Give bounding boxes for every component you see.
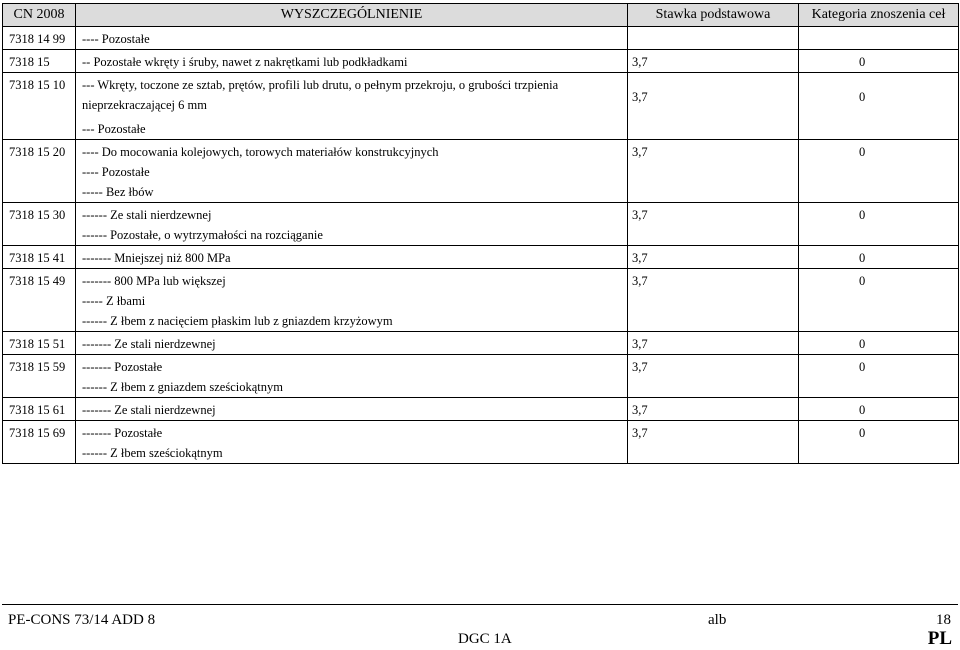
description-line: ------ Z łbem sześciokątnym xyxy=(82,446,223,460)
description-line: --- Pozostałe xyxy=(82,122,146,136)
rate-value xyxy=(628,182,798,202)
description-line: ----- Bez łbów xyxy=(82,185,154,199)
description-line: ------ Ze stali nierdzewnej xyxy=(82,208,212,222)
cn-code: 7318 15 10 xyxy=(3,73,76,140)
footer-divider xyxy=(2,604,958,605)
description-line: ------ Pozostałe, o wytrzymałości na rozciąganie xyxy=(82,228,323,242)
description-cell xyxy=(76,398,628,421)
table-row xyxy=(3,421,959,464)
category-cell xyxy=(799,246,959,269)
rate-value xyxy=(628,311,798,331)
category-value xyxy=(799,377,958,397)
description-cell xyxy=(76,27,628,50)
cn-code: 7318 15 30 xyxy=(3,203,76,246)
rate-value: 3,7 xyxy=(632,208,648,222)
header-cn: CN 2008 xyxy=(3,4,76,27)
category-cell xyxy=(799,27,959,50)
page-number: 18 xyxy=(936,612,951,628)
rate-value xyxy=(628,119,798,139)
category-value: 0 xyxy=(859,251,866,265)
category-value xyxy=(799,291,958,311)
category-value: 0 xyxy=(859,274,866,288)
table-header-row xyxy=(3,4,959,27)
table-row xyxy=(3,332,959,355)
category-value: 0 xyxy=(859,55,866,69)
category-cell xyxy=(799,398,959,421)
category-value xyxy=(799,225,958,245)
table-row xyxy=(3,246,959,269)
cn-code: 7318 15 59 xyxy=(3,355,76,398)
category-value: 0 xyxy=(859,145,866,159)
category-cell xyxy=(799,332,959,355)
rate-cell xyxy=(628,246,799,269)
description-line: ------- Pozostałe xyxy=(82,426,163,440)
table-row xyxy=(3,50,959,73)
table-row xyxy=(3,269,959,332)
category-cell xyxy=(799,269,959,332)
header-rate: Stawka podstawowa xyxy=(628,4,799,27)
description-cell xyxy=(76,203,628,246)
language-code: PL xyxy=(927,628,952,649)
cn-code: 7318 15 xyxy=(3,50,76,73)
author-initials: alb xyxy=(708,612,727,628)
description-line: --- Wkręty, toczone ze sztab, prętów, profili lub drutu, o pełnym przekroju, o grubości trzpienia nieprzekraczającej 6 mm xyxy=(82,78,559,112)
rate-value xyxy=(628,29,798,49)
cn-code: 7318 15 41 xyxy=(3,246,76,269)
description-line: ------ Z łbem z nacięciem płaskim lub z gniazdem krzyżowym xyxy=(82,314,393,328)
table-row xyxy=(3,73,959,140)
category-cell xyxy=(799,355,959,398)
description-cell xyxy=(76,332,628,355)
category-value: 0 xyxy=(859,360,866,374)
category-value: 0 xyxy=(859,337,866,351)
cn-code: 7318 15 20 xyxy=(3,140,76,203)
description-line: -- Pozostałe wkręty i śruby, nawet z nakrętkami lub podkładkami xyxy=(82,55,408,69)
description-line: ------- Mniejszej niż 800 MPa xyxy=(82,251,231,265)
category-value: 0 xyxy=(859,426,866,440)
cn-code: 7318 15 69 xyxy=(3,421,76,464)
table-row xyxy=(3,140,959,203)
category-value xyxy=(799,182,958,202)
category-value xyxy=(799,162,958,182)
table-row xyxy=(3,355,959,398)
header-category: Kategoria znoszenia ceł xyxy=(799,4,959,27)
table-body xyxy=(3,27,959,464)
rate-value: 3,7 xyxy=(632,55,648,69)
department-code: DGC 1A xyxy=(458,631,512,647)
rate-cell xyxy=(628,398,799,421)
description-cell xyxy=(76,140,628,203)
category-value: 0 xyxy=(859,90,866,104)
rate-value: 3,7 xyxy=(632,337,648,351)
category-value xyxy=(799,119,958,139)
rate-cell xyxy=(628,421,799,464)
rate-cell xyxy=(628,332,799,355)
rate-cell xyxy=(628,27,799,50)
rate-value: 3,7 xyxy=(632,360,648,374)
rate-value: 3,7 xyxy=(632,145,648,159)
rate-cell xyxy=(628,73,799,140)
rate-value xyxy=(628,162,798,182)
category-cell xyxy=(799,140,959,203)
category-value xyxy=(799,29,958,49)
rate-value: 3,7 xyxy=(632,403,648,417)
rate-value: 3,7 xyxy=(632,274,648,288)
description-line: ----- Z łbami xyxy=(82,294,146,308)
tariff-table xyxy=(2,3,959,464)
description-line: ------ Z łbem z gniazdem sześciokątnym xyxy=(82,380,283,394)
cn-code: 7318 14 99 xyxy=(3,27,76,50)
header-description: WYSZCZEGÓLNIENIE xyxy=(76,4,628,27)
document-reference: PE-CONS 73/14 ADD 8 xyxy=(8,612,156,628)
description-line: ------- Pozostałe xyxy=(82,360,163,374)
rate-cell xyxy=(628,355,799,398)
rate-value: 3,7 xyxy=(632,251,648,265)
rate-value: 3,7 xyxy=(632,426,648,440)
rate-value xyxy=(628,291,798,311)
rate-value xyxy=(628,225,798,245)
description-line: ------- 800 MPa lub większej xyxy=(82,274,226,288)
description-line: ---- Pozostałe xyxy=(82,165,150,179)
table-row xyxy=(3,398,959,421)
rate-cell xyxy=(628,203,799,246)
cn-code: 7318 15 49 xyxy=(3,269,76,332)
description-cell xyxy=(76,73,628,140)
category-cell xyxy=(799,73,959,140)
description-cell xyxy=(76,50,628,73)
category-value xyxy=(799,443,958,463)
rate-cell xyxy=(628,269,799,332)
description-line: ---- Pozostałe xyxy=(82,32,150,46)
rate-value xyxy=(628,377,798,397)
description-cell xyxy=(76,269,628,332)
rate-cell xyxy=(628,140,799,203)
cn-code: 7318 15 61 xyxy=(3,398,76,421)
category-value: 0 xyxy=(859,208,866,222)
rate-value xyxy=(628,443,798,463)
description-cell xyxy=(76,421,628,464)
category-cell xyxy=(799,203,959,246)
rate-value: 3,7 xyxy=(632,90,648,104)
description-line: ------- Ze stali nierdzewnej xyxy=(82,337,216,351)
description-line: ------- Ze stali nierdzewnej xyxy=(82,403,216,417)
description-cell xyxy=(76,355,628,398)
category-value: 0 xyxy=(859,403,866,417)
cn-code: 7318 15 51 xyxy=(3,332,76,355)
category-value xyxy=(799,311,958,331)
table-row xyxy=(3,27,959,50)
rate-cell xyxy=(628,50,799,73)
category-cell xyxy=(799,50,959,73)
description-cell xyxy=(76,246,628,269)
table-row xyxy=(3,203,959,246)
category-cell xyxy=(799,421,959,464)
description-line: ---- Do mocowania kolejowych, torowych materiałów konstrukcyjnych xyxy=(82,145,439,159)
